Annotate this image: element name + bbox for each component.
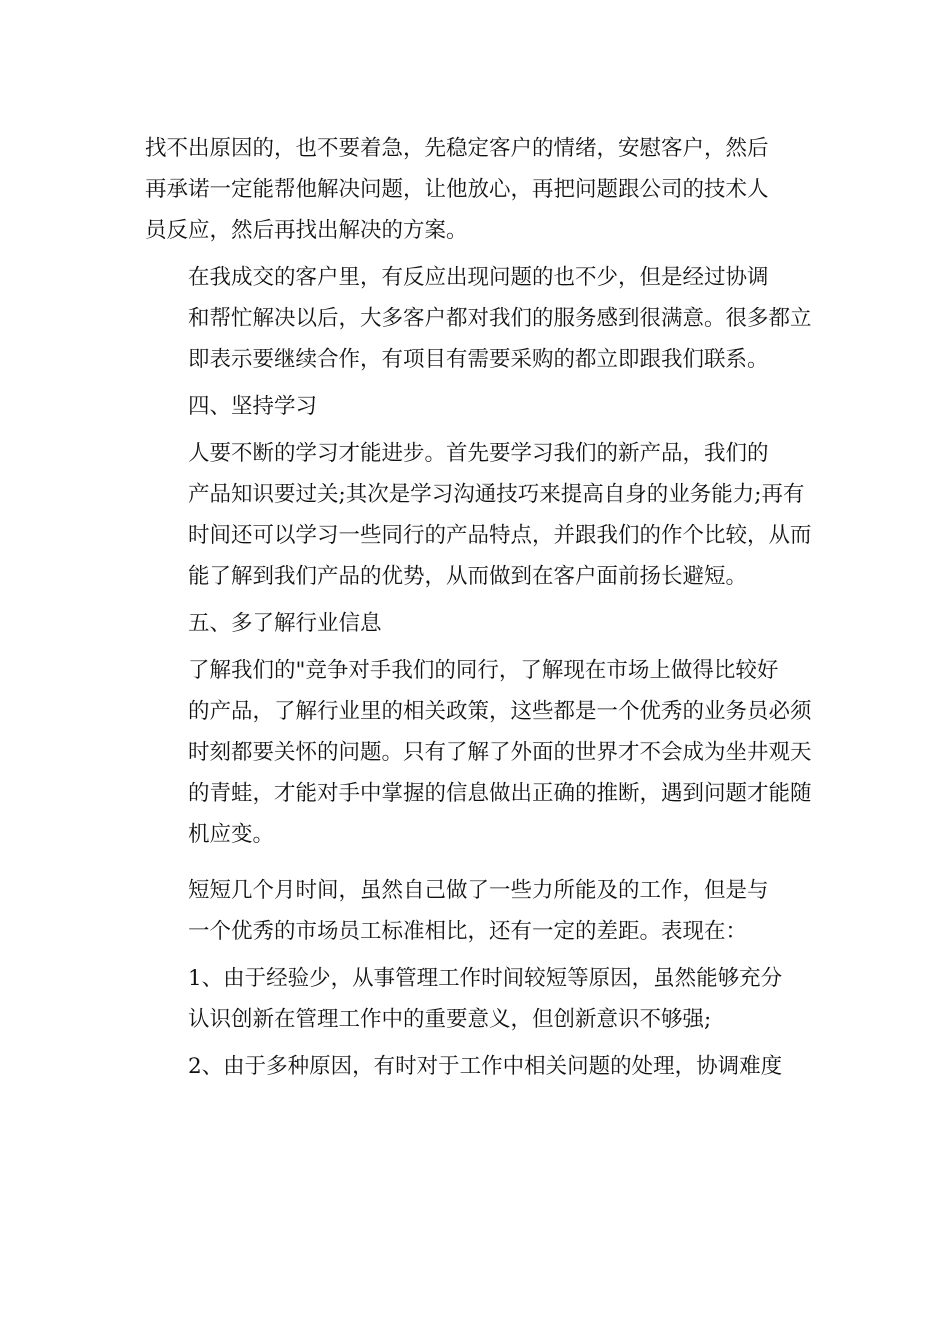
text-line: 和帮忙解决以后，大多客户都对我们的服务感到很满意。很多都立 <box>188 306 812 331</box>
list-item-shortcoming-2 <box>145 1046 815 1087</box>
document-body <box>145 128 815 1087</box>
text-line: 了解我们的"竞争对手我们的同行，了解现在市场上做得比较好 <box>188 658 779 683</box>
text-line: 产品知识要过关;其次是学习沟通技巧来提高自身的业务能力;再有 <box>188 482 805 507</box>
text-line: 五、多了解行业信息 <box>188 611 382 636</box>
text-line: 时间还可以学习一些同行的产品特点，并跟我们的作个比较，从而 <box>188 523 812 548</box>
text-line: 再承诺一定能帮他解决问题，让他放心，再把问题跟公司的技术人 <box>145 177 769 202</box>
text-line: 一个优秀的市场员工标准相比，还有一定的差距。表现在： <box>188 919 748 944</box>
list-item-shortcoming-1 <box>145 958 815 1040</box>
paragraph-shortcomings-intro <box>145 870 815 952</box>
text-line: 在我成交的客户里，有反应出现问题的也不少，但是经过协调 <box>188 265 769 290</box>
section-heading-industry-info <box>145 603 815 644</box>
text-line: 的产品，了解行业里的相关政策，这些都是一个优秀的业务员必须 <box>188 699 812 724</box>
text-line: 1、由于经验少，从事管理工作时间较短等原因，虽然能够充分 <box>188 966 783 991</box>
paragraph-customer-reassurance <box>145 128 815 251</box>
text-line: 2、由于多种原因，有时对于工作中相关问题的处理，协调难度 <box>188 1054 783 1079</box>
text-line: 四、坚持学习 <box>188 394 318 419</box>
paragraph-learning <box>145 433 815 597</box>
text-line: 员反应，然后再找出解决的方案。 <box>145 218 468 243</box>
text-line: 人要不断的学习才能进步。首先要学习我们的新产品，我们的 <box>188 441 769 466</box>
text-line: 认识创新在管理工作中的重要意义，但创新意识不够强; <box>188 1007 712 1032</box>
paragraph-customer-satisfaction <box>145 257 815 380</box>
paragraph-industry-info <box>145 650 815 855</box>
text-line: 能了解到我们产品的优势，从而做到在客户面前扬长避短。 <box>188 564 748 589</box>
text-line: 即表示要继续合作，有项目有需要采购的都立即跟我们联系。 <box>188 347 769 372</box>
text-line: 时刻都要关怀的问题。只有了解了外面的世界才不会成为坐井观天 <box>188 740 812 765</box>
text-line: 的青蛙，才能对手中掌握的信息做出正确的推断，遇到问题才能随 <box>188 781 812 806</box>
text-line: 机应变。 <box>188 822 275 847</box>
text-line: 找不出原因的，也不要着急，先稳定客户的情绪，安慰客户，然后 <box>145 136 769 161</box>
text-line: 短短几个月时间，虽然自己做了一些力所能及的工作，但是与 <box>188 878 769 903</box>
section-heading-keep-learning <box>145 386 815 427</box>
